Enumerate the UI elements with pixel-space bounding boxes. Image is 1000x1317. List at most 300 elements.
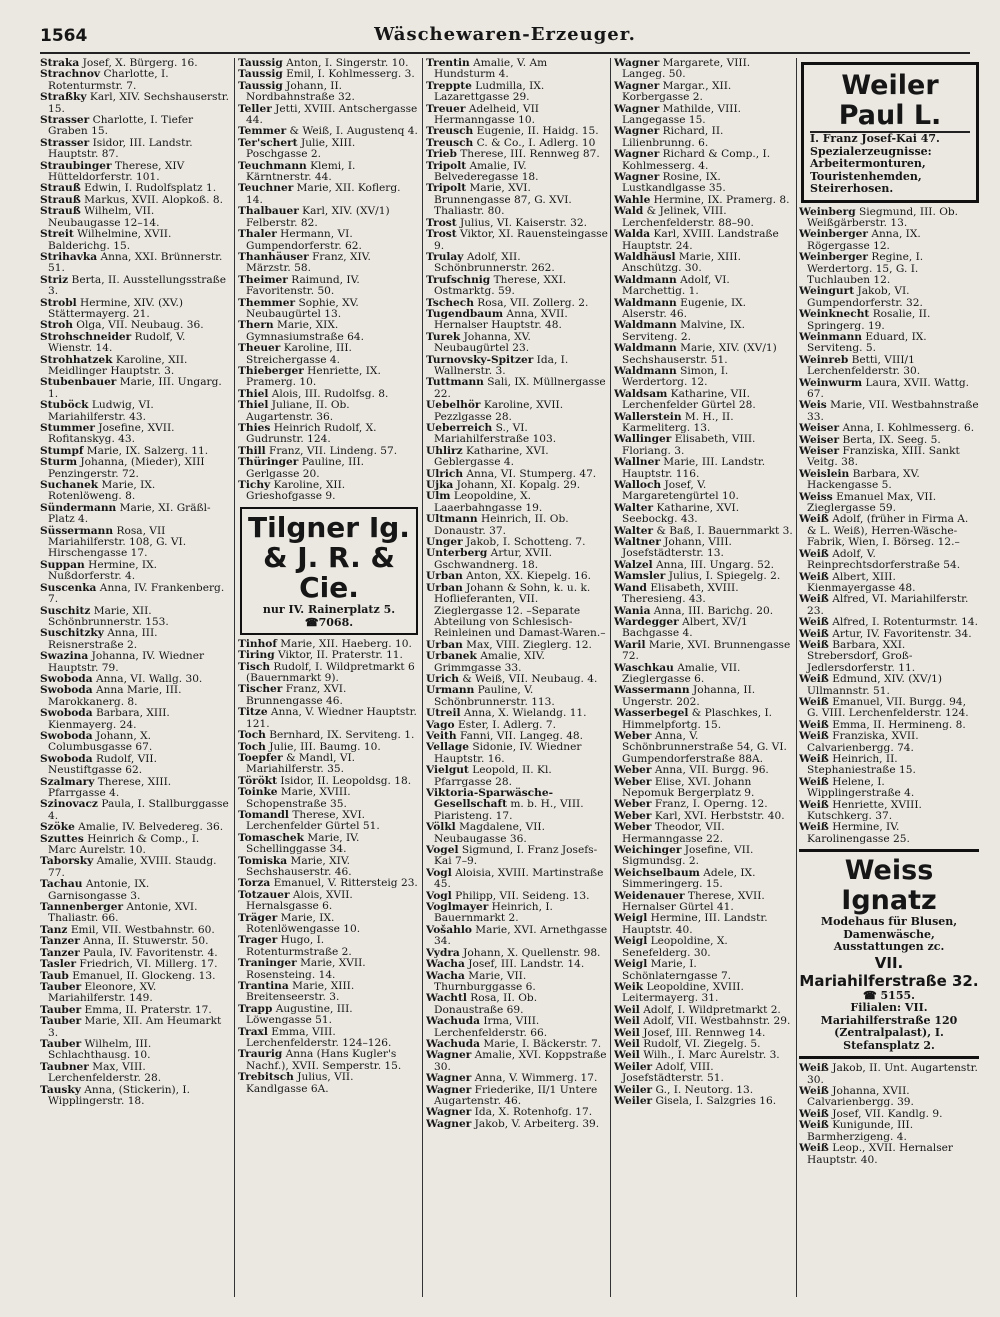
entry-surname: Weiß xyxy=(799,753,829,765)
entry-surname: Tauber xyxy=(40,1003,82,1016)
column-4 xyxy=(614,58,794,1297)
entry-surname: Totzauer xyxy=(238,888,290,901)
directory-entry: Thern Marie, XIX. Gymnasiumstraße 64. xyxy=(238,319,364,343)
entry-surname: Wallerstein xyxy=(614,410,682,423)
entry-surname: Weiser xyxy=(799,433,840,446)
entry-surname: Weiler xyxy=(614,1094,653,1107)
separator xyxy=(799,1056,979,1059)
entry-surname: Thieberger xyxy=(238,364,304,377)
entry-surname: Swazina xyxy=(40,650,89,663)
directory-entry: Weber Karl, XVI. Herbststr. 40. xyxy=(614,809,785,822)
directory-entry: Waltner Johann, VIII. Josefstädterstr. 13. xyxy=(614,536,732,560)
directory-entry: Traninger Marie, XVII. Rosensteing. 14. xyxy=(238,957,366,981)
entry-surname: Weiß xyxy=(799,718,829,731)
directory-entry: Waldhäusl Marie, XIII. Anschützg. 30. xyxy=(614,250,741,275)
entry-surname: Weil xyxy=(614,1049,640,1062)
weiss-ignatz-branches: Filialen: VII. Mariahilferstraße 120 (Zentralpalast), I. Stefansplatz 2. xyxy=(820,1001,958,1052)
directory-entry: Tanz Emil, VII. Westbahnstr. 60. xyxy=(40,923,215,936)
directory-entry: Weiß Albert, XIII. Kienmayergasse 48. xyxy=(799,570,916,594)
directory-entry: Weiser Berta, IX. Seeg. 5. xyxy=(799,433,941,446)
tilgner-address: nur IV. Rainerplatz 5. ☎7068. xyxy=(262,602,396,629)
entry-surname: Strohschneider xyxy=(40,330,132,343)
directory-entry: Tauber Marie, XII. Am Heumarkt 3. xyxy=(40,1015,222,1039)
entry-surname: Ueberreich xyxy=(426,422,493,434)
directory-entry: Weiß Artur, IV. Favoritenstr. 34. xyxy=(799,627,972,640)
directory-entry: Weiser Anna, I. Kohlmesserg. 6. xyxy=(799,422,975,435)
directory-entry: Tinhof Marie, XII. Haeberg. 10. xyxy=(238,637,412,650)
directory-entry: Taubner Max, VIII. Lerchenfelderstr. 28. xyxy=(40,1060,162,1085)
entry-surname: Tschech xyxy=(426,296,474,309)
entry-surname: Tisch xyxy=(238,660,271,673)
directory-entry: Uebelhör Karoline, XVII. Pezzlgasse 28. xyxy=(426,399,564,423)
tilgner-advertisement xyxy=(240,507,418,635)
entry-surname: Szinovacz xyxy=(40,798,98,811)
directory-entry: Vellage Sidonie, IV. Wiedner Hauptstr. 16. xyxy=(426,741,582,765)
entry-surname: Vogl xyxy=(426,866,452,879)
directory-entry: Vogl Aloisia, XVIII. Martinstraße 45. xyxy=(426,866,604,891)
directory-entry: Suppan Hermine, IX. Nußdorferstr. 4. xyxy=(40,558,158,583)
directory-entry: Toch Julie, III. Baumg. 10. xyxy=(238,740,381,753)
entry-surname: Treppte xyxy=(426,79,472,92)
entry-surname: Streit xyxy=(40,228,74,241)
entry-surname: Suchanek xyxy=(40,479,99,492)
directory-entry: Ulrich Anna, VI. Stumperg. 47. xyxy=(426,467,597,480)
directory-entry: Vielgut Leopold, II. Kl. Pfarrgasse 28. xyxy=(426,764,552,788)
directory-entry: Urich & Weiß, VII. Neubaug. 4. xyxy=(426,672,598,685)
directory-entry: Tisch Rudolf, I. Wildpretmarkt 6 (Bauernmarkt 9). xyxy=(238,660,415,685)
entry-surname: Weiß xyxy=(799,730,829,743)
entry-surname: Wagner xyxy=(614,125,660,138)
column-2 xyxy=(238,58,418,1297)
entry-surname: Weingurt xyxy=(799,285,855,298)
entry-surname: Wagner xyxy=(614,79,660,92)
entry-surname: Treusch xyxy=(426,136,474,149)
directory-entry: Trebitsch Julius, VII. Kandlgasse 6A. xyxy=(238,1071,354,1095)
entry-surname: Wagner xyxy=(614,171,660,184)
entry-surname: Ulm xyxy=(426,490,451,503)
directory-entry: Weigl Leopoldine, X. Senefelderg. 30. xyxy=(614,935,728,959)
entry-surname: Weinreb xyxy=(799,353,849,366)
directory-entry: Waldsam Katharine, VII. Lerchenfelder Gürtel 28. xyxy=(614,387,756,412)
directory-entry: Völkl Magdalene, VII. Neubaugasse 36. xyxy=(426,821,545,845)
entry-surname: Walter xyxy=(614,524,654,537)
directory-entry: Trentin Amalie, V. Am Hundsturm 4. xyxy=(426,58,548,81)
directory-entry: Wardegger Albert, XV/1 Bachgasse 4. xyxy=(614,615,748,640)
entry-surname: Weiß xyxy=(799,1107,829,1120)
directory-entry: Weidenauer Therese, XVII. Hernalser Gürtel 41. xyxy=(614,889,765,914)
directory-entry: Weber Anna, VII. Burgg. 96. xyxy=(614,764,769,777)
entry-surname: Strobl xyxy=(40,296,77,309)
entry-surname: Weiß xyxy=(799,1062,829,1075)
directory-entry: Waril Marie, XVI. Brunnengasse 72. xyxy=(614,638,791,663)
directory-entry: Weiler G., I. Neutorg. 13. xyxy=(614,1083,754,1096)
directory-entry: Weiß Hermine, IV. Karolinengasse 25. xyxy=(799,821,910,845)
directory-entry: Unger Jakob, I. Schotteng. 7. xyxy=(426,536,586,549)
directory-entry: Weiler Adolf, VIII. Josefstädterstr. 51. xyxy=(614,1060,724,1085)
entry-surname: Walzel xyxy=(614,558,653,571)
entry-surname: Tiring xyxy=(238,649,275,662)
directory-entry: Szinovacz Paula, I. Stallburggasse 4. xyxy=(40,798,229,822)
directory-entry: Tachau Antonie, IX. Garnisongasse 3. xyxy=(40,878,150,902)
directory-entry: Waldmann Adolf, VI. Marchettig. 1. xyxy=(614,273,730,298)
directory-entry: Weigl Marie, I. Schönlaterngasse 7. xyxy=(614,958,732,982)
directory-entry: Weiß Leop., XVII. Hernalser Hauptstr. 40. xyxy=(799,1142,953,1166)
entry-surname: Temmer xyxy=(238,125,287,138)
entry-surname: Straubinger xyxy=(40,159,112,172)
directory-entry: Walda Karl, XVIII. Landstraße Hauptstr. 24. xyxy=(614,228,779,252)
directory-entry: Unterberg Artur, XVII. Gschwandnerg. 18. xyxy=(426,547,553,571)
entry-surname: Uhlirz xyxy=(426,444,463,457)
entry-surname: Waldmann xyxy=(614,296,677,309)
directory-entry: Weiler Gisela, I. Salzgries 16. xyxy=(614,1094,777,1107)
directory-entry: Urban Anton, XX. Kiepelg. 16. xyxy=(426,570,592,583)
directory-entry: Tugendbaum Anna, XVII. Hernalser Hauptstr. 48. xyxy=(426,307,568,332)
entry-surname: Wagner xyxy=(426,1106,472,1119)
directory-entry: Wagner Friederike, II/1 Untere Augartenstr. 46. xyxy=(426,1083,598,1107)
entry-surname: Walter xyxy=(614,501,654,514)
entry-surname: Stummer xyxy=(40,422,95,434)
directory-entry: Weislein Barbara, XV. Hackengasse 5. xyxy=(799,467,920,492)
entry-surname: Teuchmann xyxy=(238,159,307,172)
entry-surname: Weigl xyxy=(614,958,648,971)
directory-entry: Totzauer Alois, XVII. Hernalsgasse 6. xyxy=(238,888,353,913)
directory-entry: Weil Josef, III. Rennweg 14. xyxy=(614,1026,766,1039)
entry-surname: Urban xyxy=(426,570,463,583)
directory-entry: Toepfer & Mandl, VI. Mariahilferstr. 35. xyxy=(238,751,356,776)
directory-entry: Weingurt Jakob, VI. Gumpendorferstr. 32. xyxy=(799,285,923,309)
directory-entry: Tasler Friedrich, VI. Millerg. 17. xyxy=(40,958,218,971)
directory-entry: Thaler Hermann, VI. Gumpendorferstr. 62. xyxy=(238,228,362,252)
entry-surname: Weik xyxy=(614,980,644,993)
entry-surname: Turek xyxy=(426,330,461,343)
entry-surname: Weiß xyxy=(799,673,829,686)
entry-surname: Swoboda xyxy=(40,672,93,685)
directory-entry: Wallerstein M. H., II. Karmeliterg. 13. xyxy=(614,410,734,434)
entry-surname: Traxl xyxy=(238,1025,268,1038)
weiss-ignatz-phone: ☎ 5155. xyxy=(863,988,915,1002)
entry-surname: Trulay xyxy=(426,250,464,263)
entry-surname: Weiler xyxy=(614,1060,653,1073)
column-5-entries-top xyxy=(799,207,979,846)
directory-entry: Voglmayer Heinrich, I. Bauernmarkt 2. xyxy=(426,901,553,925)
directory-entry: Vago Ester, I. Adlerg. 7. xyxy=(426,718,556,731)
tilgner-company: & J. R. & Cie. xyxy=(263,540,395,604)
entry-surname: Urban xyxy=(426,581,463,594)
entry-surname: Titze xyxy=(238,706,268,719)
directory-entry: Walloch Josef, V. Margaretengürtel 10. xyxy=(614,479,739,503)
entry-surname: Suschitzky xyxy=(40,627,104,640)
entry-surname: Trieb xyxy=(426,148,457,161)
entry-surname: Waltner xyxy=(614,536,661,549)
column-divider xyxy=(234,58,235,1297)
directory-entry: Szalmary Therese, XIII. Pfarrgasse 4. xyxy=(40,775,172,799)
entry-surname: Völkl xyxy=(426,821,456,834)
entry-surname: Wagner xyxy=(614,102,660,115)
entry-surname: Waschkau xyxy=(614,661,674,674)
entry-surname: Weis xyxy=(799,399,827,412)
entry-surname: Thiel xyxy=(238,399,269,412)
tilgner-name: Tilgner Ig. xyxy=(248,510,410,544)
entry-surname: Toinke xyxy=(238,786,278,799)
directory-entry: Toinke Marie, XVIII. Schopenstraße 35. xyxy=(238,786,351,810)
entry-surname: Trager xyxy=(238,934,278,947)
entry-surname: Urbanek xyxy=(426,650,477,663)
directory-entry: Tripolt Marie, XVI. Brunnengasse 87, G. XVI. Thaliastr. 80. xyxy=(426,182,572,218)
directory-entry: Tauber Emma, II. Praterstr. 17. xyxy=(40,1003,212,1016)
directory-entry: Thüringer Pauline, III. Gerlgasse 20. xyxy=(238,456,365,480)
directory-entry: Szuttes Heinrich & Comp., I. Marc Aurelstr. 10. xyxy=(40,832,200,857)
entry-surname: Tomiska xyxy=(238,854,288,867)
entry-surname: Tanzer xyxy=(40,935,80,948)
directory-entry: Wald & Jelinek, VIII. Lerchenfelderstr. 88–90. xyxy=(614,205,754,229)
directory-entry: Waschkau Amalie, VII. Zieglergasse 6. xyxy=(614,661,741,685)
directory-entry: Tschech Rosa, VII. Zollerg. 2. xyxy=(426,296,589,309)
directory-entry: Titze Anna, V. Wiedner Hauptstr. 121. xyxy=(238,706,417,730)
entry-surname: Stuböck xyxy=(40,399,89,412)
directory-entry: Vogel Sigmund, I. Franz Josefs-Kai 7–9. xyxy=(426,844,598,868)
entry-surname: Treusch xyxy=(426,125,474,138)
entry-surname: Thiel xyxy=(238,387,269,400)
directory-entry: Tanzer Anna, II. Stuwerstr. 50. xyxy=(40,935,209,948)
directory-entry: Strauß Wilhelm, VII. Neubaugasse 12–14. xyxy=(40,205,160,229)
entry-surname: Stroh xyxy=(40,319,73,332)
directory-entry: Taborsky Amalie, XVIII. Staudg. 77. xyxy=(40,855,217,879)
directory-entry: Swoboda Anna, VI. Wallg. 30. xyxy=(40,672,203,685)
entry-surname: Weiß xyxy=(799,1085,829,1098)
entry-surname: Taussig xyxy=(238,58,283,69)
entry-surname: Suscenka xyxy=(40,581,97,594)
entry-surname: Trost xyxy=(426,216,457,229)
directory-entry: Thies Heinrich Rudolf, X. Gudrunstr. 124. xyxy=(238,422,377,446)
directory-entry: Swoboda Johann, X. Columbusgasse 67. xyxy=(40,729,153,754)
entry-surname: Ter'schert xyxy=(238,136,298,149)
entry-surname: Tauber xyxy=(40,980,82,993)
entry-surname: Vellage xyxy=(426,741,470,754)
directory-entry: Weil Adolf, VII. Westbahnstr. 29. xyxy=(614,1015,791,1028)
directory-entry: Trantina Marie, XIII. Breitenseerstr. 3. xyxy=(238,980,355,1004)
entry-surname: Weinmann xyxy=(799,330,862,343)
directory-entry: Taussig Emil, I. Kohlmesserg. 3. xyxy=(238,68,415,81)
directory-entry: Weiß Edmund, XIV. (XV/1) Ullmannstr. 51. xyxy=(799,673,942,697)
entry-surname: Weigl xyxy=(614,912,648,925)
entry-surname: Unterberg xyxy=(426,547,488,560)
entry-surname: Weinwurm xyxy=(799,376,863,389)
directory-entry: Weiß Emma, II. Hermineng. 8. xyxy=(799,718,966,731)
entry-surname: Suppan xyxy=(40,558,85,571)
directory-entry: Weber Elise, XVI. Johann Nepomuk Bergerplatz 9. xyxy=(614,775,755,799)
directory-entry: Wachtl Rosa, II. Ob. Donaustraße 69. xyxy=(426,992,538,1016)
directory-entry: Ultmann Heinrich, II. Ob. Donaustr. 37. xyxy=(426,513,569,537)
entry-surname: Voglmayer xyxy=(426,901,489,914)
entry-surname: Thies xyxy=(238,422,271,434)
entry-surname: Thanhäuser xyxy=(238,250,309,263)
entry-surname: Swoboda xyxy=(40,684,93,697)
entry-surname: Straka xyxy=(40,58,80,69)
column-5 xyxy=(799,58,979,1297)
entry-surname: Tuttmann xyxy=(426,376,484,389)
entry-surname: Wassermann xyxy=(614,684,690,697)
directory-entry: Weber Anna, V. Schönbrunnerstraße 54, G. VI. Gumpendorferstraße 88A. xyxy=(614,729,787,765)
entry-surname: Theimer xyxy=(238,273,288,286)
directory-entry: Weinreb Betti, VIII/1 Lerchenfelderstr. 30. xyxy=(799,353,921,378)
separator xyxy=(799,849,979,852)
entry-surname: Wallner xyxy=(614,456,660,469)
entry-surname: Thern xyxy=(238,319,274,332)
directory-entry: Weil Wilh., I. Marc Aurelstr. 3. xyxy=(614,1049,780,1062)
entry-surname: Urich xyxy=(426,672,459,685)
entry-surname: Waldmann xyxy=(614,319,677,332)
entry-surname: Waldmann xyxy=(614,364,677,377)
entry-surname: Vogl xyxy=(426,889,452,902)
entry-surname: Taubner xyxy=(40,1060,89,1073)
directory-entry: Torza Emanuel, V. Rittersteig 23. xyxy=(238,877,418,890)
directory-entry: Weiß Josef, VII. Kandlg. 9. xyxy=(799,1107,943,1120)
entry-surname: Weiß xyxy=(799,798,829,811)
weiss-ignatz-address: VII. Mariahilferstraße 32. xyxy=(799,953,979,990)
directory-entry: Wacha Marie, VII. Thurnburggasse 6. xyxy=(426,969,536,993)
entry-surname: Weber xyxy=(614,764,652,777)
weiler-text: I. Franz Josef-Kai 47. Spezialerzeugnisse: Arbeitermonturen, Touristenhemden, Steirerhosen. xyxy=(810,132,940,195)
directory-entry: Taussig Johann, II. Nordbahnstraße 32. xyxy=(238,79,355,104)
directory-entry: Thieberger Henriette, IX. Pramerg. 10. xyxy=(238,364,381,389)
directory-entry: Veith Fanni, VII. Langeg. 48. xyxy=(426,729,584,742)
entry-surname: Wallinger xyxy=(614,433,672,446)
entry-surname: Tasler xyxy=(40,958,77,971)
entry-surname: Wamsler xyxy=(614,570,666,583)
entry-surname: Traurig xyxy=(238,1048,283,1061)
directory-entry: Teuchner Marie, XII. Koflerg. 14. xyxy=(238,182,401,206)
directory-entry: Weiß Johanna, XVII. Calvarienbergg. 39. xyxy=(799,1085,914,1109)
entry-surname: Tachau xyxy=(40,878,83,891)
directory-entry: Vydra Johann, X. Quellenstr. 98. xyxy=(426,946,601,959)
directory-entry: Wagner Margarete, VIII. Langeg. 50. xyxy=(614,58,751,81)
entry-surname: Vydra xyxy=(426,946,460,959)
entry-surname: Vogel xyxy=(426,844,459,857)
directory-entry: Szöke Amalie, IV. Belvedereg. 36. xyxy=(40,821,224,834)
directory-entry: Swoboda Anna Marie, III. Marokkanerg. 8. xyxy=(40,684,182,708)
entry-surname: Weiss xyxy=(799,490,833,503)
directory-entry: Tauber Eleonore, XV. Mariahilferstr. 149. xyxy=(40,980,157,1005)
directory-entry: Wagner Amalie, XVI. Koppstraße 30. xyxy=(426,1049,607,1073)
entry-surname: Trantina xyxy=(238,980,289,993)
directory-entry: Teller Jetti, XVIII. Antschergasse 44. xyxy=(238,102,418,127)
directory-entry: Suschitzky Anna, III. Reisnerstraße 2. xyxy=(40,627,158,651)
entry-surname: Weber xyxy=(614,809,652,822)
entry-surname: Weil xyxy=(614,1015,640,1028)
entry-surname: Strauß xyxy=(40,205,81,218)
directory-entry: Strohhatzek Karoline, XII. Meidlinger Hauptstr. 3. xyxy=(40,353,188,377)
directory-entry: Sturm Johanna, (Mieder), XIII Penzingerstr. 72. xyxy=(40,456,205,480)
entry-surname: Wachuda xyxy=(426,1037,480,1050)
entry-surname: Weiß xyxy=(799,547,829,560)
directory-entry: Tomiska Marie, XIV. Sechshauserstr. 46. xyxy=(238,854,352,878)
entry-surname: Wand xyxy=(614,581,647,594)
directory-entry: Weil Adolf, I. Wildpretmarkt 2. xyxy=(614,1003,781,1016)
entry-surname: Taub xyxy=(40,969,69,982)
directory-entry: Tichy Karoline, XII. Grieshofgasse 9. xyxy=(238,479,346,503)
entry-surname: Vielgut xyxy=(426,764,469,777)
directory-entry: Stubenbauer Marie, III. Ungarg. 1. xyxy=(40,376,222,400)
directory-entry: Treusch Eugenie, II. Haidg. 15. xyxy=(426,125,599,138)
entry-surname: Swoboda xyxy=(40,729,93,742)
directory-entry: Toch Bernhard, IX. Serviteng. 1. xyxy=(238,729,415,742)
directory-entry: Wallner Marie, III. Landstr. Hauptstr. 116. xyxy=(614,456,766,480)
directory-entry: Swoboda Barbara, XIII. Kienmayerg. 24. xyxy=(40,707,170,731)
entry-surname: Tanz xyxy=(40,923,68,936)
entry-surname: Tripolt xyxy=(426,159,467,172)
entry-surname: Turnovsky-Spitzer xyxy=(426,353,534,366)
entry-surname: Waril xyxy=(614,638,646,651)
entry-surname: Weidenauer xyxy=(614,889,685,902)
directory-entry: Wacha Josef, III. Landstr. 14. xyxy=(426,958,585,971)
directory-entry: Viktoria-Sparwäsche-Gesellschaft m. b. H., VIII. Piaristeng. 17. xyxy=(426,787,584,822)
directory-entry: Weigl Hermine, III. Landstr. Hauptstr. 40. xyxy=(614,912,768,936)
entry-surname: Thalbauer xyxy=(238,205,299,218)
entry-surname: Themmer xyxy=(238,296,296,309)
entry-surname: Weber xyxy=(614,798,652,811)
entry-surname: Weinberger xyxy=(799,228,868,241)
directory-entry: Weiß Franziska, XVII. Calvarienbergg. 74. xyxy=(799,730,919,754)
entry-surname: Torza xyxy=(238,877,271,890)
directory-entry: Swoboda Rudolf, VII. Neustiftgasse 62. xyxy=(40,752,157,777)
directory-entry: Strauß Markus, XVII. Alopkoß. 8. xyxy=(40,193,223,206)
directory-entry: Stuböck Ludwig, VI. Mariahilferstr. 43. xyxy=(40,399,154,423)
entry-surname: Thüringer xyxy=(238,456,299,469)
entry-surname: Sturm xyxy=(40,456,78,469)
entry-surname: Trebitsch xyxy=(238,1071,294,1084)
entry-surname: Striz xyxy=(40,273,69,286)
entry-surname: Tannenberger xyxy=(40,901,124,914)
entry-surname: Waldmann xyxy=(614,273,677,286)
directory-entry: Stumpf Marie, IX. Salzerg. 11. xyxy=(40,444,209,457)
directory-entry: Themmer Sophie, XV. Neubaugürtel 13. xyxy=(238,296,359,320)
entry-surname: Taborsky xyxy=(40,855,94,868)
directory-entry: Weinwurm Laura, XVII. Wattg. 67. xyxy=(799,376,970,400)
directory-entry: Weinberger Regine, I. Werdertorg. 15, G. I. Tuchlauben 12. xyxy=(799,251,924,286)
page-title: Wäschewaren-Erzeuger. xyxy=(374,24,636,45)
entry-surname: Trentin xyxy=(426,58,470,69)
directory-entry: Strauß Edwin, I. Rudolfsplatz 1. xyxy=(40,182,217,195)
entry-surname: Straßky xyxy=(40,91,87,104)
directory-entry: Strachnov Charlotte, I. Rotenturmstr. 7. xyxy=(40,68,169,92)
entry-surname: Weber xyxy=(614,775,652,788)
directory-entry: Weinknecht Rosalie, II. Springerg. 19. xyxy=(799,308,931,332)
directory-entry: Weiß Henriette, XVIII. Kutschkerg. 37. xyxy=(799,798,922,823)
entry-surname: Ulrich xyxy=(426,467,464,480)
entry-surname: Tomandl xyxy=(238,808,289,821)
directory-entry: Weiß Barbara, XXI. Strebersdorf, Groß-Jedlersdorferstr. 11. xyxy=(799,638,916,674)
entry-surname: Theuer xyxy=(238,342,281,355)
directory-entry: Tischer Franz, XVI. Brunnengasse 46. xyxy=(238,683,347,707)
entry-surname: Uebelhör xyxy=(426,399,481,412)
directory-entry: Stroh Olga, VII. Neubaug. 36. xyxy=(40,319,204,332)
directory-entry: Urbanek Amalie, XIV. Grimmgasse 33. xyxy=(426,650,545,674)
entry-surname: Weislein xyxy=(799,467,850,480)
entry-surname: Wasserbegel xyxy=(614,707,689,720)
entry-surname: Weiser xyxy=(799,445,840,458)
entry-surname: Tinhof xyxy=(238,637,277,650)
directory-entry: Weik Leopoldine, XVIII. Leitermayerg. 31. xyxy=(614,980,744,1005)
entry-surname: Waldmann xyxy=(614,342,677,355)
entry-surname: Weiß xyxy=(799,513,829,526)
entry-surname: Trost xyxy=(426,228,457,241)
directory-entry: Tomandl Therese, XVI. Lerchenfelder Gürtel 51. xyxy=(238,808,380,833)
entry-surname: Urban xyxy=(426,638,463,651)
directory-entry: Stummer Josefine, XVII. Rofitanskyg. 43. xyxy=(40,422,175,446)
directory-entry: Wand Elisabeth, XVIII. Theresieng. 43. xyxy=(614,581,739,606)
directory-entry: Traxl Emma, VIII. Lerchenfelderstr. 124–126. xyxy=(238,1025,392,1050)
directory-entry: Walter & Baß, I. Bauernmarkt 3. xyxy=(614,524,793,537)
